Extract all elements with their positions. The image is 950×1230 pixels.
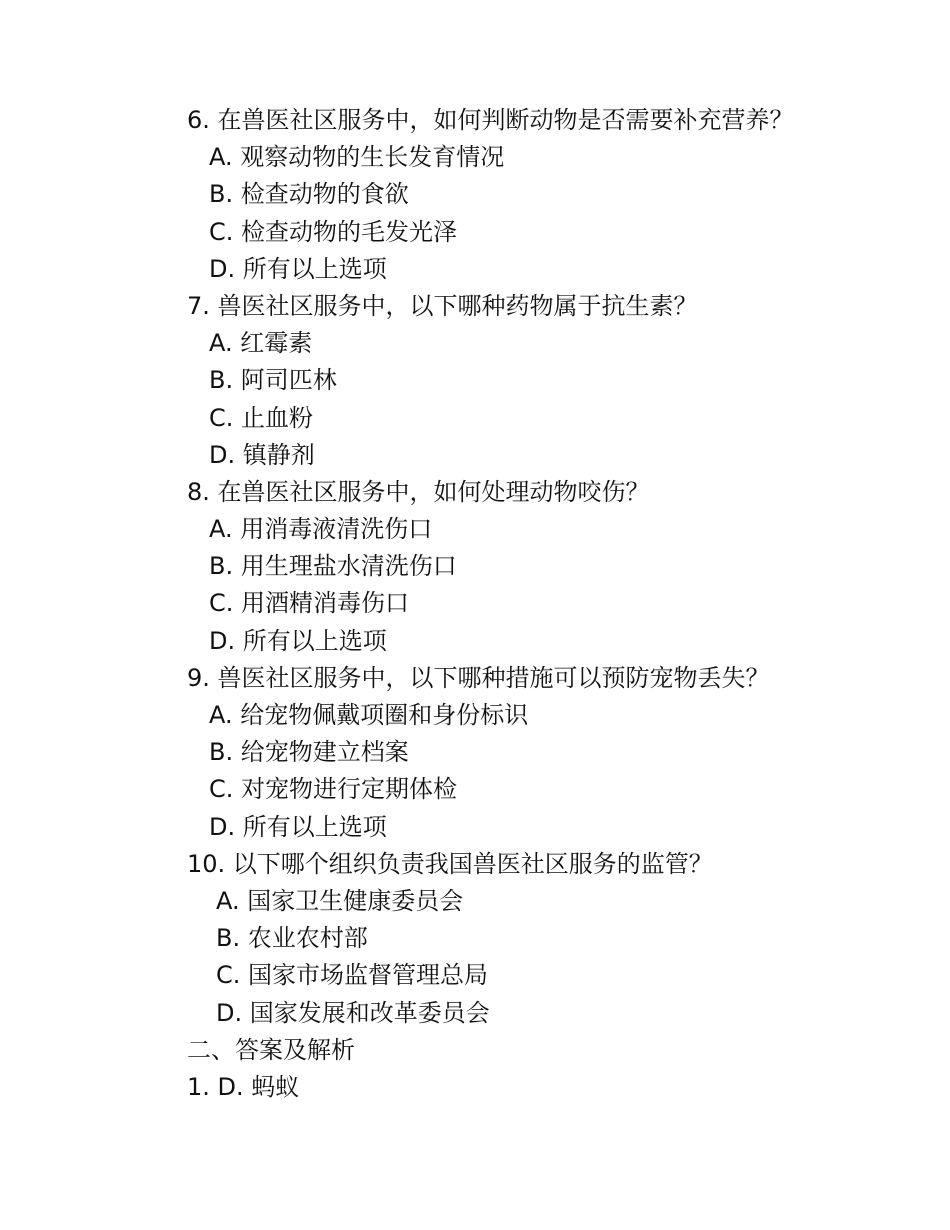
answer-option: C. 止血粉 bbox=[209, 403, 314, 432]
answer-option: D. 国家发展和改革委员会 bbox=[216, 998, 490, 1027]
answer-option: C. 用酒精消毒伤口 bbox=[209, 589, 410, 618]
answer-option: A. 红霉素 bbox=[209, 329, 313, 358]
question-text: 8. 在兽医社区服务中，如何处理动物咬伤？ bbox=[187, 477, 650, 506]
question-block bbox=[187, 660, 887, 846]
question-text: 6. 在兽医社区服务中，如何判断动物是否需要补充营养？ bbox=[187, 106, 794, 134]
answer-option: B. 阿司匹林 bbox=[209, 366, 337, 395]
answer-option: D. 所有以上选项 bbox=[209, 812, 387, 841]
section-title: 二、答案及解析 bbox=[187, 1035, 355, 1064]
answer-option: C. 对宠物进行定期体检 bbox=[209, 775, 458, 804]
answer-option: B. 给宠物建立档案 bbox=[209, 738, 409, 767]
answer-option: A. 用消毒液清洗伤口 bbox=[209, 515, 433, 544]
question-text: 10. 以下哪个组织负责我国兽医社区服务的监管？ bbox=[187, 849, 713, 878]
answer-option: A. 国家卫生健康委员会 bbox=[216, 886, 464, 915]
question-block bbox=[187, 102, 887, 288]
answer-option: D. 所有以上选项 bbox=[209, 254, 387, 283]
answer-option: D. 镇静剂 bbox=[209, 440, 315, 469]
document-content bbox=[187, 102, 887, 1106]
question-block bbox=[187, 846, 887, 1032]
answer-option: D. 所有以上选项 bbox=[209, 626, 387, 655]
question-text: 9. 兽医社区服务中，以下哪种措施可以预防宠物丢失？ bbox=[187, 663, 770, 692]
answer-option: C. 国家市场监督管理总局 bbox=[216, 961, 489, 990]
answer-option: C. 检查动物的毛发光泽 bbox=[209, 217, 458, 246]
question-text: 7. 兽医社区服务中，以下哪种药物属于抗生素？ bbox=[187, 291, 698, 320]
question-block bbox=[187, 474, 887, 660]
answer-option: B. 用生理盐水清洗伤口 bbox=[209, 552, 457, 581]
answer-option: A. 给宠物佩戴项圈和身份标识 bbox=[209, 701, 529, 729]
answer-option: A. 观察动物的生长发育情况 bbox=[209, 143, 505, 172]
answer-item: 1. D. 蚂蚁 bbox=[187, 1072, 300, 1101]
answer-option: B. 检查动物的食欲 bbox=[209, 180, 409, 209]
answer-option: B. 农业农村部 bbox=[216, 924, 368, 953]
question-block bbox=[187, 288, 887, 474]
